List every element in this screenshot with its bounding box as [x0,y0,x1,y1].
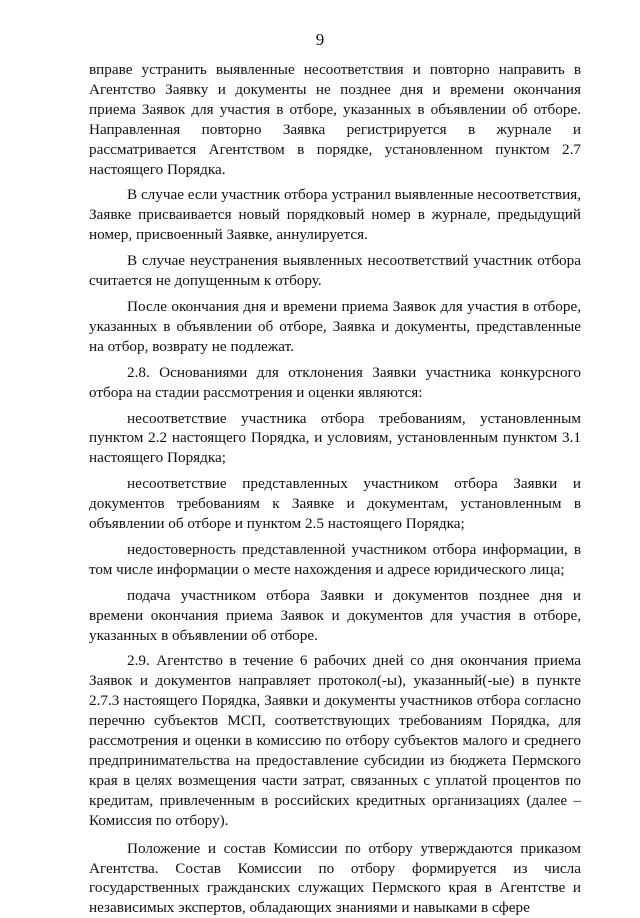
paragraph-not-admitted: В случае неустранения выявленных несоответствий участник отбора считается не допущенным к отбору. [89,252,581,290]
list-item-late-submission: подача участником отбора Заявки и документов позднее дня и времени окончания приема Заявок и документов для участия в отборе, указанных в объявлении об отборе. [89,586,581,644]
paragraph-section-2-9: 2.9. Агентство в течение 6 рабочих дней со дня окончания приема Заявок и документов направляет протокол(-ы), указанный(-ые) в пункте 2.7.3 настоящего Порядка, Заявки и документы участников отбора согласно перечню субъектов МСП, соответствующих требованиям Порядка, для рассмотрения и оценки в комиссию по отбору субъектов малого и среднего предпринимательства на предоставление субсидии из бюджета Пермского края в целях возмещения части затрат, связанных с уплатой процентов по кредитам, привлеченным в российских кредитных организациях (далее – Комиссия по отбору). [89,652,581,829]
list-item-requirements: несоответствие участника отбора требованиям, установленным пунктом 2.2 настоящего Порядка, и условиям, установленным пунктом 3.1 настоящего Порядка; [89,409,581,467]
paragraph-section-2-8: 2.8. Основаниями для отклонения Заявки участника конкурсного отбора на стадии рассмотрения и оценки являются: [89,363,581,401]
list-item-documents: несоответствие представленных участником отбора Заявки и документов требованиям к Заявке и документам, установленным в объявлении об отборе и пунктом 2.5 настоящего Порядка; [89,475,581,533]
paragraph-new-number: В случае если участник отбора устранил выявленные несоответствия, Заявке присваивается новый порядковый номер в журнале, предыдущий номер, присвоенный Заявке, аннулируется. [89,186,581,244]
list-item-unreliable-info: недостоверность представленной участником отбора информации, в том числе информации о месте нахождения и адресе юридического лица; [89,540,581,578]
document-body [89,60,581,918]
page-number: 9 [315,30,325,49]
paragraph-commission: Положение и состав Комиссии по отбору утверждаются приказом Агентства. Состав Комиссии по отбору формируется из числа государственных гражданских служащих Пермского края в Агентстве и независимых экспертов, обладающих знаниями и навыками в сфере [89,839,581,917]
paragraph-no-return: После окончания дня и времени приема Заявок для участия в отборе, указанных в объявлении об отборе, Заявка и документы, представленные на отбор, возврату не подлежат. [89,297,581,355]
paragraph-continuation: вправе устранить выявленные несоответствия и повторно направить в Агентство Заявку и документы не позднее дня и времени окончания приема Заявок для участия в отборе, указанных в объявлении об отборе. Направленная повторно Заявка регистрируется в журнале и рассматривается Агентством в порядке, установленном пунктом 2.7 настоящего Порядка. [89,61,581,178]
